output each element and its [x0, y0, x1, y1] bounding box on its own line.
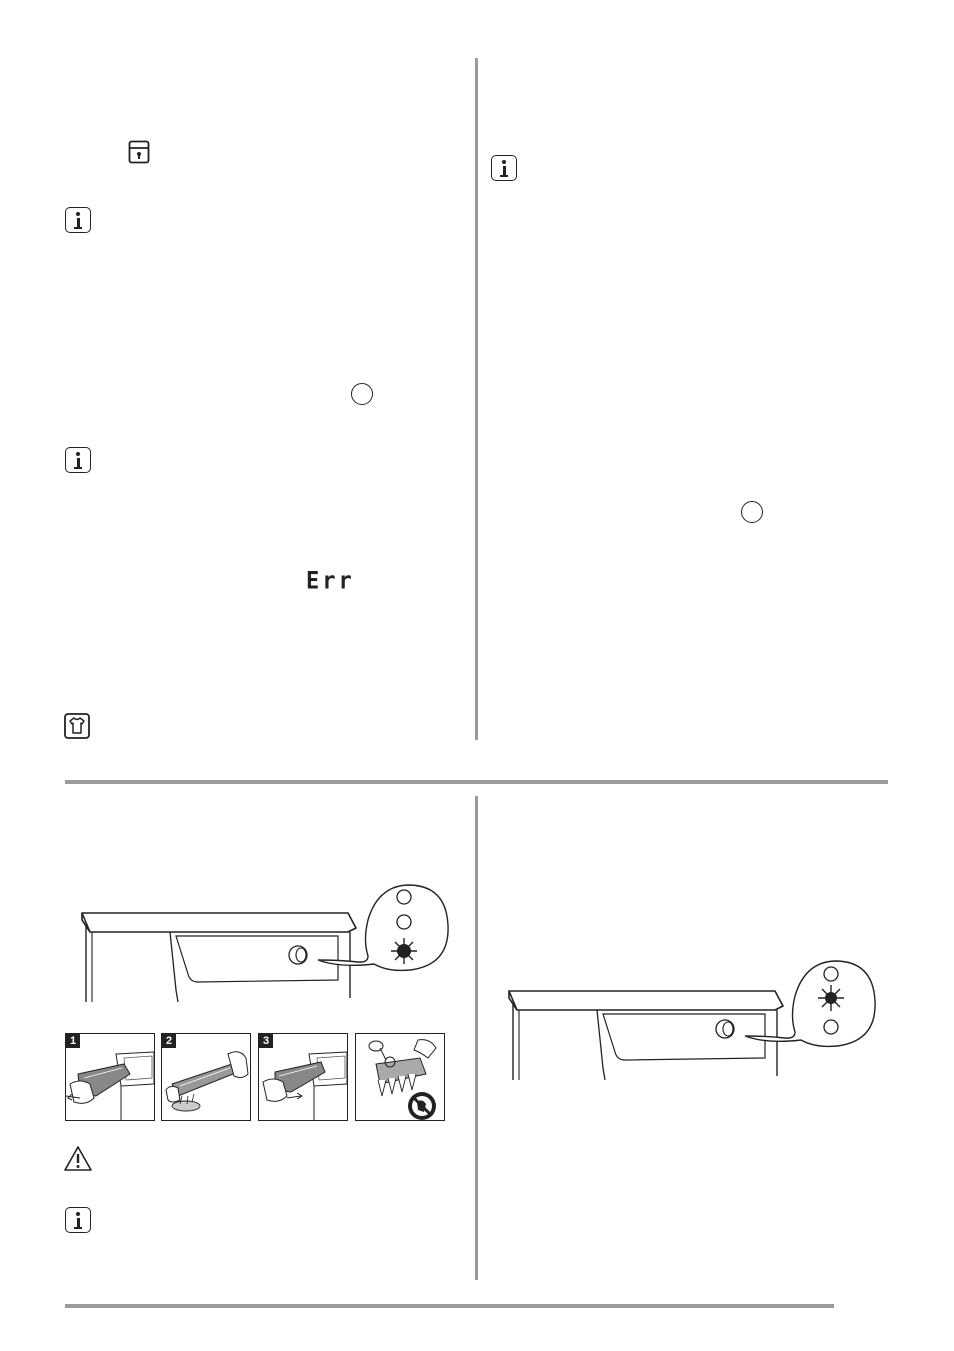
circle-indicator-icon [741, 501, 763, 523]
column-divider-top [475, 58, 478, 740]
column-divider-bottom [475, 796, 478, 1280]
step-number: 2 [162, 1034, 176, 1048]
info-icon [491, 155, 517, 181]
step-image-4 [355, 1033, 445, 1121]
info-icon [65, 447, 91, 473]
step-image-2 [161, 1033, 251, 1121]
circle-indicator-icon [351, 383, 373, 405]
step-number: 3 [259, 1034, 273, 1048]
page-bottom-divider [65, 1304, 834, 1308]
section-divider [65, 780, 888, 784]
appliance-illustration-right [505, 958, 880, 1088]
garment-icon [64, 713, 90, 739]
warning-icon [63, 1145, 93, 1172]
info-icon [65, 207, 91, 233]
step-image-3 [258, 1033, 348, 1121]
info-icon [65, 1207, 91, 1233]
appliance-illustration-left [78, 880, 453, 1010]
error-display: Err [306, 567, 355, 596]
step-image-1 [65, 1033, 155, 1121]
step-number: 1 [66, 1034, 80, 1048]
door-lock-icon [128, 140, 150, 164]
